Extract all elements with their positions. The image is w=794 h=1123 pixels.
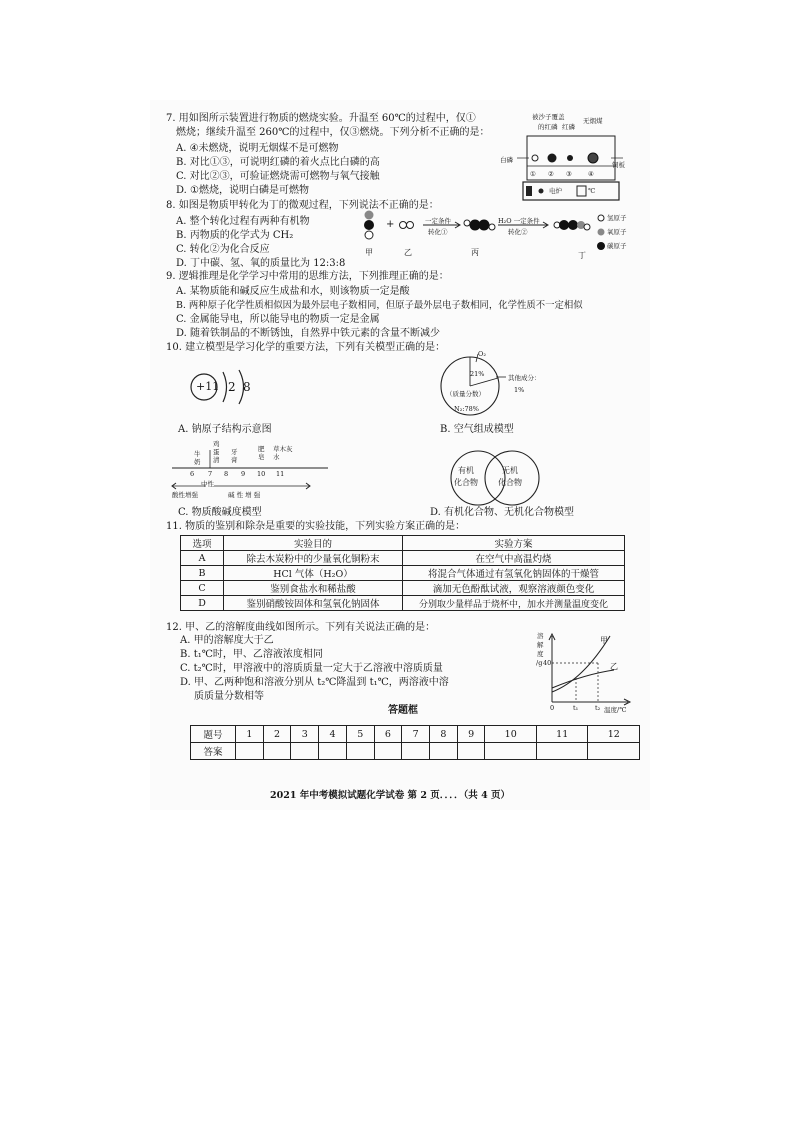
- q10-atom-shell2: 8: [243, 380, 251, 394]
- q7-sample-2: [548, 154, 557, 163]
- answer-input-row: [191, 743, 640, 760]
- q11-stem: 11. 物质的鉴别和除杂是重要的实验技能，下列实验方案正确的是：: [166, 521, 466, 532]
- q11-d-purpose: 鉴别硝酸铵固体和氢氧化钠固体: [224, 596, 403, 611]
- q8-legend-h-dot: [598, 215, 604, 221]
- q11-a-plan: 在空气中高温灼烧: [403, 551, 625, 566]
- q8-name-yi: 乙: [404, 248, 412, 257]
- q7-num-4: ④: [588, 170, 594, 178]
- q12-tick-t2: t₂: [595, 704, 601, 712]
- q8-ding-atom-c2: [568, 220, 578, 230]
- answer-cell-3[interactable]: [291, 743, 319, 760]
- q7-option-d: D. ①燃烧，说明白磷是可燃物: [176, 185, 309, 196]
- answer-cell-6[interactable]: [374, 743, 402, 760]
- q12-ylabel-3: 度: [537, 650, 544, 658]
- q10-stem: 10. 建立模型是学习化学的重要方法，下列有关模型正确的是：: [166, 342, 446, 353]
- q11-c-purpose: 鉴别食盐水和稀盐酸: [224, 581, 403, 596]
- answer-cell-11[interactable]: [536, 743, 588, 760]
- q9-option-d: D. 随着铁制品的不断锈蚀，自然界中铁元素的含量不断减少: [176, 328, 441, 339]
- q11-row-b: [181, 566, 625, 581]
- q7-stem-line2: 燃烧；继续升温至 260℃的过程中，仅③燃烧。下列分析不正确的是：: [176, 127, 490, 138]
- q7-label-covered: 被沙子覆盖: [532, 113, 565, 121]
- answer-box-table: [190, 725, 640, 760]
- q8-legend-o: 氧原子: [607, 228, 627, 236]
- q11-a-label: A: [181, 551, 224, 566]
- q8-bing-atom-h1: [464, 220, 470, 226]
- q9-option-c: C. 金属能导电，所以能导电的物质一定是金属: [176, 314, 380, 325]
- q12-solubility-graph: [548, 632, 633, 707]
- q12-origin: 0: [550, 704, 555, 712]
- q8-option-a: A. 整个转化过程有两种有机物: [176, 216, 310, 227]
- answer-cell-12[interactable]: [588, 743, 640, 760]
- q10-pie-divider-2: [470, 378, 498, 386]
- q12-option-b: B. t₁℃时，甲、乙溶液浓度相同: [180, 649, 323, 660]
- q11-d-label: D: [181, 596, 224, 611]
- q7-sample-4: [588, 153, 598, 163]
- q10-caption-a: A. 钠原子结构示意图: [178, 424, 272, 435]
- q11-c-label: C: [181, 581, 224, 596]
- answer-num-10: 10: [485, 726, 537, 743]
- q8-cond1b: 转化①: [428, 228, 448, 236]
- q8-yi-atom-h1: [400, 222, 407, 229]
- q12-curve-yi: [552, 670, 614, 688]
- q10-ph-tick-7: 7: [208, 470, 213, 478]
- q10-caption-d: D. 有机化合物、无机化合物模型: [430, 507, 575, 518]
- q11-c-plan: 滴加无色酚酞试液，观察溶液颜色变化: [403, 581, 625, 596]
- answer-box-title: 答题框: [388, 705, 418, 716]
- q8-stem: 8. 如图是物质甲转化为丁的微观过程，下列说法不正确的是：: [166, 200, 439, 211]
- q9-option-b: B. 两种原子化学性质相似因为最外层电子数相同，但原子最外层电子数相同，化学性质不一定相似: [176, 300, 583, 311]
- answer-cell-8[interactable]: [430, 743, 458, 760]
- q10-ph-tick-11: 11: [276, 470, 285, 478]
- page-footer: 2021 年中考模拟试题化学试卷 第 2 页．．．．（共 4 页）: [270, 790, 511, 801]
- q8-cond2a: H₂O 一定条件: [498, 217, 540, 225]
- q8-legend-c-dot: [597, 242, 605, 250]
- q11-a-purpose: 除去木炭粉中的少量氧化铜粉末: [224, 551, 403, 566]
- q10-venn-left-2: 化合物: [454, 478, 478, 487]
- q7-apparatus: [515, 130, 615, 202]
- q8-cond2b: 转化②: [508, 228, 528, 236]
- answer-cell-5[interactable]: [346, 743, 374, 760]
- q12-ylabel-4: /g: [536, 659, 543, 667]
- answer-cell-10[interactable]: [485, 743, 537, 760]
- q10-ph-soap: 肥皂: [258, 445, 265, 461]
- q10-shell-1: [223, 372, 227, 402]
- answer-num-6: 6: [374, 726, 402, 743]
- q8-name-bing: 丙: [471, 248, 479, 257]
- q8-name-ding: 丁: [578, 251, 586, 260]
- answer-num-11: 11: [536, 726, 588, 743]
- q10-venn-right-2: 化合物: [498, 478, 522, 487]
- q10-ph-tick-10: 10: [257, 470, 266, 478]
- q8-bing-atom-c2: [479, 220, 490, 231]
- q12-option-d: D. 甲、乙两种饱和溶液分别从 t₂℃降温到 t₁℃，两溶液中溶: [180, 677, 449, 688]
- answer-cell-1[interactable]: [236, 743, 264, 760]
- q8-option-c: C. 转化②为化合反应: [176, 244, 270, 255]
- q7-temp-unit: ℃: [588, 187, 596, 195]
- q11-b-purpose: HCl 气体（H₂O）: [224, 566, 403, 581]
- answer-row2-label: 答案: [191, 743, 236, 760]
- q11-table: [180, 535, 625, 611]
- q12-ylabel-1: 溶: [537, 632, 544, 640]
- q7-stem-line1: 7. 用如图所示装置进行物质的燃烧实验。升温至 60℃的过程中，仅①: [166, 113, 476, 124]
- answer-number-row: [191, 726, 640, 743]
- q10-venn-left-1: 有机: [458, 466, 474, 475]
- q8-ding-atom-h2: [584, 224, 590, 230]
- q11-b-plan: 将混合气体通过有氢氧化钠固体的干燥管: [403, 566, 625, 581]
- q8-legend-c: 碳原子: [607, 242, 627, 250]
- answer-num-3: 3: [291, 726, 319, 743]
- answer-num-9: 9: [457, 726, 485, 743]
- answer-cell-4[interactable]: [319, 743, 347, 760]
- q10-pie-o2: O₂: [478, 350, 486, 358]
- q10-atom-shell1: 2: [228, 380, 236, 394]
- answer-num-2: 2: [263, 726, 291, 743]
- q11-row-d: [181, 596, 625, 611]
- q11-header-row: [181, 536, 625, 551]
- q9-stem: 9. 逻辑推理是化学学习中常用的思维方法，下列推理正确的是：: [166, 271, 449, 282]
- q7-option-c: C. 对比②③，可验证燃烧需可燃物与氧气接触: [176, 171, 380, 182]
- q7-sample-3: [567, 155, 573, 161]
- q7-stove-box: [523, 182, 619, 200]
- q7-temp-display: [577, 186, 586, 196]
- q10-atom-nucleus: +11: [196, 380, 220, 393]
- q10-ph-base: 碱 性 增 强: [228, 491, 261, 499]
- answer-cell-9[interactable]: [457, 743, 485, 760]
- q11-row-a: [181, 551, 625, 566]
- q12-series-jia: 甲: [600, 636, 608, 645]
- q7-label-covered2: 的红磷: [538, 123, 558, 131]
- q10-pie-center: （质量分数）: [446, 390, 485, 398]
- q7-label-coal: 无烟煤: [583, 117, 603, 125]
- q8-option-b: B. 丙物质的化学式为 CH₂: [176, 230, 294, 241]
- q12-tick-t1: t₁: [573, 704, 579, 712]
- q7-num-3: ③: [566, 170, 572, 178]
- q12-ylabel-2: 解: [537, 641, 544, 649]
- q10-pie-n2: N₂:78%: [454, 405, 479, 413]
- q11-b-label: B: [181, 566, 224, 581]
- q12-xlabel: 温度/℃: [604, 706, 627, 714]
- q10-pie-other: 其他成分：: [508, 374, 541, 382]
- q10-ph-tick-8: 8: [224, 470, 229, 478]
- q10-ph-acid: 酸性增强: [172, 491, 198, 499]
- q7-label-white: 白磷: [500, 156, 513, 164]
- answer-cell-2[interactable]: [263, 743, 291, 760]
- q10-ph-ash: 草木灰水: [273, 445, 293, 461]
- q10-pie-other-pct: 1%: [514, 386, 525, 394]
- q10-caption-b: B. 空气组成模型: [440, 424, 514, 435]
- q7-sample-1: [532, 155, 538, 161]
- q8-legend-o-dot: [598, 229, 605, 236]
- q8-cond1a: 一定条件: [425, 217, 451, 225]
- q11-header-plan: 实验方案: [403, 536, 625, 551]
- q7-num-1: ①: [530, 170, 536, 178]
- q7-option-a: A. ④未燃烧，说明无烟煤不是可燃物: [176, 143, 339, 154]
- q8-ding-atom-c1: [559, 220, 569, 230]
- q8-legend-h: 氢原子: [607, 214, 627, 222]
- q9-option-a: A. 某物质能和碱反应生成盐和水，则该物质一定是酸: [176, 286, 410, 297]
- answer-num-1: 1: [236, 726, 264, 743]
- q7-stove-knob: [539, 189, 544, 194]
- answer-cell-7[interactable]: [402, 743, 430, 760]
- q12-stem: 12. 甲、乙的溶解度曲线如图所示。下列有关说法正确的是：: [166, 622, 436, 633]
- q7-stove-label: 电炉: [549, 187, 562, 195]
- answer-row1-label: 题号: [191, 726, 236, 743]
- q8-jia-atom-o: [365, 211, 374, 220]
- q7-option-b: B. 对比①③，可说明红磷的着火点比白磷的高: [176, 157, 380, 168]
- q7-label-plate: 铜板: [612, 161, 625, 169]
- q10-ph-tick-9: 9: [241, 470, 246, 478]
- q12-series-yi: 乙: [610, 662, 618, 671]
- q10-pie-o2-pct: 21%: [470, 370, 485, 378]
- q11-header-option: 选项: [181, 536, 224, 551]
- q11-header-purpose: 实验目的: [224, 536, 403, 551]
- q8-name-jia: 甲: [365, 248, 373, 257]
- q8-jia-atom-c: [364, 220, 374, 230]
- q12-ytick-40: 40: [543, 659, 552, 667]
- q8-plus: +: [386, 219, 395, 230]
- answer-num-12: 12: [588, 726, 640, 743]
- q8-option-d: D. 丁中碳、氢、氧的质量比为 12:3:8: [176, 258, 346, 269]
- q11-row-c: [181, 581, 625, 596]
- q11-d-plan: 分别取少量样品于烧杯中，加水并测量温度变化: [403, 596, 625, 611]
- q8-yi-atom-h2: [407, 222, 414, 229]
- q8-bing-atom-h2: [489, 224, 495, 230]
- q8-jia-atom-h: [365, 231, 373, 239]
- q12-option-c: C. t₂℃时，甲溶液中的溶质质量一定大于乙溶液中溶质质量: [180, 663, 443, 674]
- q7-label-red: 红磷: [562, 123, 575, 131]
- answer-num-8: 8: [430, 726, 458, 743]
- answer-num-5: 5: [346, 726, 374, 743]
- q10-ph-toothpaste: 牙膏: [231, 448, 238, 464]
- answer-num-4: 4: [319, 726, 347, 743]
- q12-option-a: A. 甲的溶解度大于乙: [180, 635, 274, 646]
- q12-option-d2: 质质量分数相等: [194, 691, 264, 702]
- q10-ph-tick-6: 6: [190, 470, 195, 478]
- q10-ph-egg: 鸡蛋清: [213, 440, 220, 464]
- q7-stove-switch: [526, 186, 532, 196]
- q10-venn-right-1: 无机: [502, 466, 518, 475]
- q10-ph-milk: 牛奶: [194, 450, 201, 466]
- q10-ph-neutral: 中性: [201, 480, 214, 488]
- q10-caption-c: C. 物质酸碱度模型: [178, 507, 262, 518]
- answer-num-7: 7: [402, 726, 430, 743]
- q7-num-2: ②: [548, 170, 554, 178]
